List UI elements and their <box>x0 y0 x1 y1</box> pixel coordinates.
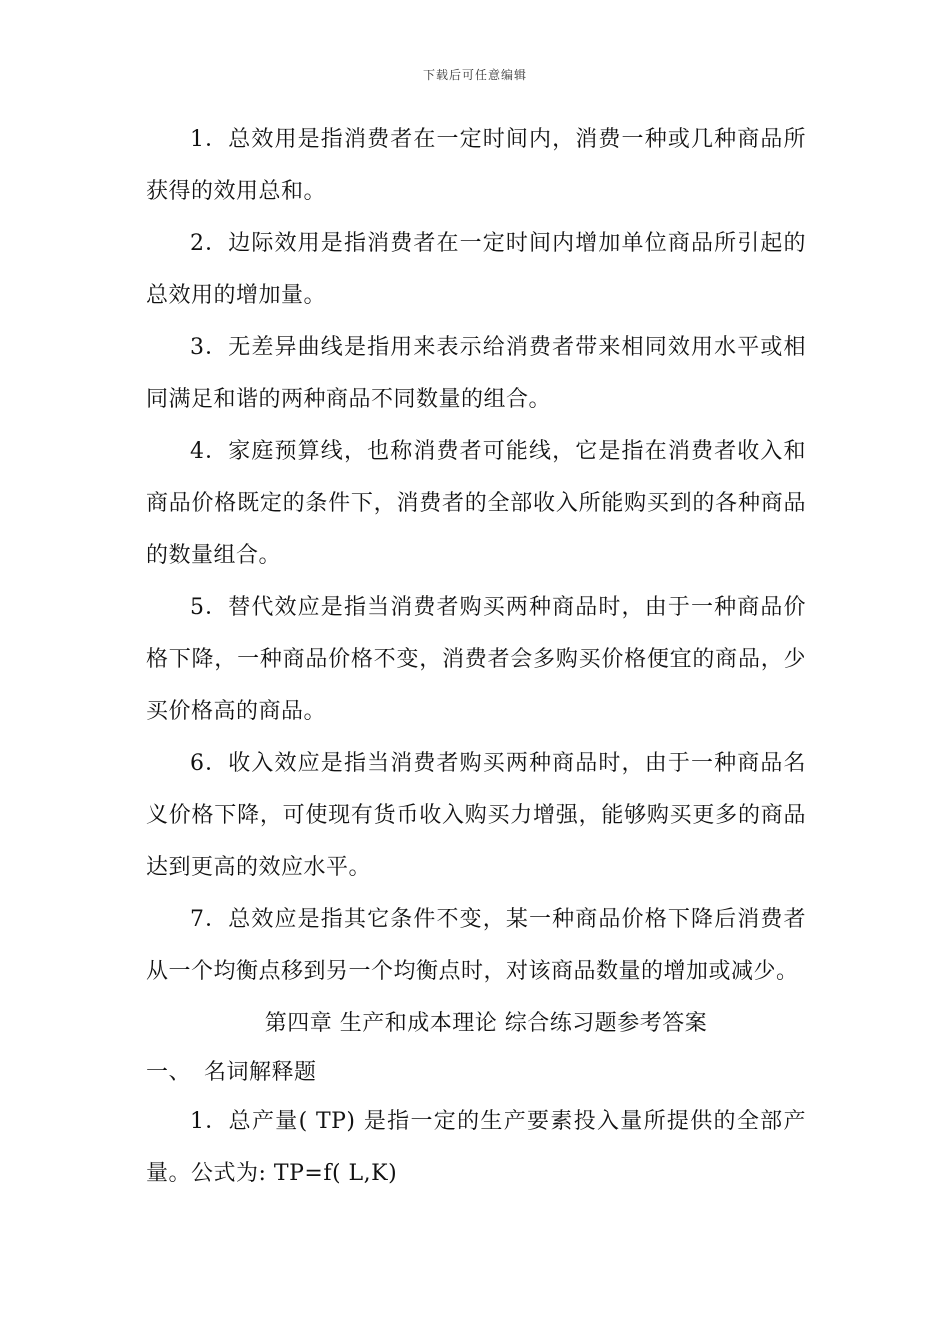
definition-paragraph: 4．家庭预算线，也称消费者可能线，它是指在消费者收入和商品价格既定的条件下，消费者的全部收入所能购买到的各种商品的数量组合。 <box>146 439 806 568</box>
document-body <box>146 114 806 1200</box>
definition-paragraph: 3．无差异曲线是指用来表示给消费者带来相同效用水平或相同满足和谐的两种商品不同数量的组合。 <box>146 335 806 412</box>
definition-paragraph: 5．替代效应是指当消费者购买两种商品时，由于一种商品价格下降，一种商品价格不变，消费者会多购买价格便宜的商品，少买价格高的商品。 <box>146 595 806 724</box>
definition-paragraph: 6．收入效应是指当消费者购买两种商品时，由于一种商品名义价格下降，可使现有货币收入购买力增强，能够购买更多的商品达到更高的效应水平。 <box>146 751 806 880</box>
section-heading <box>146 1050 806 1096</box>
definition-paragraph: 1．总效用是指消费者在一定时间内，消费一种或几种商品所获得的效用总和。 <box>146 127 806 204</box>
section-title: 名词解释题 <box>204 1060 317 1085</box>
definition-paragraph: 7．总效应是指其它条件不变，某一种商品价格下降后消费者从一个均衡点移到另一个均衡点时，对该商品数量的增加或减少。 <box>146 907 806 984</box>
section-number: 一、 <box>146 1060 192 1085</box>
definition-paragraph: 2．边际效用是指消费者在一定时间内增加单位商品所引起的总效用的增加量。 <box>146 231 806 308</box>
chapter-title: 第四章 生产和成本理论 综合练习题参考答案 <box>264 1011 708 1036</box>
header-note: 下载后可任意编辑 <box>422 68 527 82</box>
definition-paragraph: 1．总产量( TP) 是指一定的生产要素投入量所提供的全部产量。公式为: TP=f( L,K) <box>146 1109 806 1186</box>
